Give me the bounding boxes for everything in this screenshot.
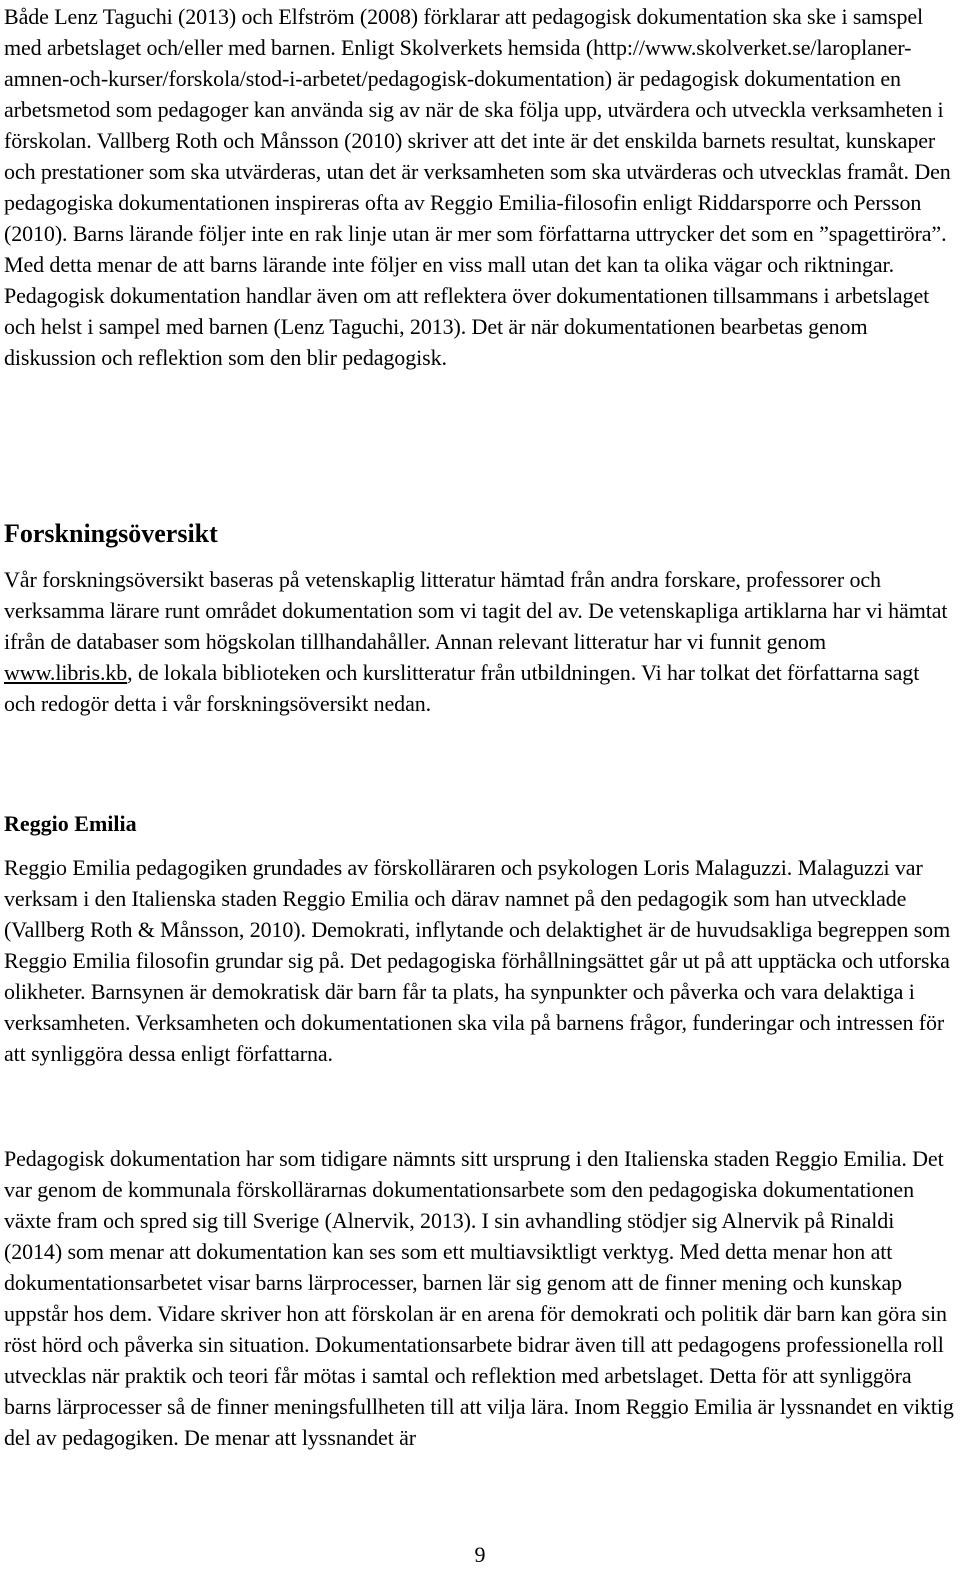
- forskning-text-after-link: , de lokala biblioteken och kurslitteratur från utbildningen. Vi har tolkat det författarna sagt och redogör detta i vår forskningsöversikt nedan.: [4, 660, 920, 716]
- libris-link[interactable]: www.libris.kb: [4, 660, 128, 685]
- subsection-heading-reggio-emilia: Reggio Emilia: [4, 811, 137, 836]
- page-number: 9: [474, 1542, 486, 1567]
- forskning-text-before-link: Vår forskningsöversikt baseras på vetenskaplig litteratur hämtad från andra forskare, professorer och verksamma lärare runt området dokumentation som vi tagit del av. De vetenskapliga artiklarna har vi hämtat ifrån de databaser som högskolan tillhandahåller. Annan relevant litteratur har vi funnit genom: [4, 567, 948, 654]
- intro-paragraph: [4, 1, 954, 373]
- reggio-paragraph-1: Reggio Emilia pedagogiken grundades av förskolläraren och psykologen Loris Malaguzzi. Malaguzzi var verksam i den Italienska staden Reggio Emilia och därav namnet på den pedagogik som han utvecklade (Vallberg Roth & Månsson, 2010). Demokrati, inflytande och delaktighet är de huvudsakliga begreppen som Reggio Emilia filosofin grundar sig på. Det pedagogiska förhållningsättet går ut på att upptäcka och utforska olikheter. Barnsynen är demokratisk där barn får ta plats, ha synpunkter och påverka och vara delaktiga i verksamheten. Verksamheten och dokumentationen ska vila på barnens frågor, funderingar och intressen för att synliggöra dessa enligt författarna.: [4, 855, 951, 1066]
- reggio-paragraph-2: Pedagogisk dokumentation har som tidigare nämnts sitt ursprung i den Italienska staden Reggio Emilia. Det var genom de kommunala förskollärarnas dokumentationsarbete som den pedagogiska dokumentationen växte fram och spred sig till Sverige (Alnervik, 2013). I sin avhandling stödjer sig Alnervik på Rinaldi (2014) som menar att dokumentation kan ses som ett multiavsiktligt verktyg. Med detta menar hon att dokumentationsarbetet visar barns lärprocesser, barnen lär sig genom att de finner mening och kunskap uppstår hos dem. Vidare skriver hon att förskolan är en arena för demokrati och politik där barn kan göra sin röst hörd och påverka sin situation. Dokumentationsarbete bidrar även till att pedagogens professionella roll utvecklas när praktik och teori får mötas i samtal och reflektion med arbetslaget. Detta för att synliggöra barns lärprocesser så de finner meningsfullheten till att vilja lära. Inom Reggio Emilia är lyssnandet en viktig del av pedagogiken. De menar att lyssnandet är: [4, 1146, 954, 1450]
- skolverket-url-link[interactable]: http://www.skolverket.se/laroplaner-amnen-och-kurser/forskola/stod-i-arbetet/pedagogisk-dokumentation: [4, 35, 912, 91]
- section-heading-forskningsoversikt: Forskningsöversikt: [4, 519, 218, 548]
- intro-text-before-url: Både Lenz Taguchi (2013) och Elfström (2008) förklarar att pedagogisk dokumentation ska ske i samspel med arbetslaget och/eller med barnen. Enligt Skolverkets hemsida (: [4, 4, 924, 60]
- forskning-paragraph: [4, 564, 954, 719]
- intro-text-after-url: ) är pedagogisk dokumentation en arbetsmetod som pedagoger kan använda sig av när de ska följa upp, utvärdera och utveckla verksamheten i förskolan. Vallberg Roth och Månsson (2010) skriver att det inte är det enskilda barnets resultat, kunskaper och prestationer som ska utvärderas, utan det är verksamheten som ska utvärderas och utvecklas framåt. Den pedagogiska dokumentationen inspireras ofta av Reggio Emilia-filosofin enligt Riddarsporre och Persson (2010). Barns lärande följer inte en rak linje utan är mer som författarna uttrycker det som en ”spagettiröra”. Med detta menar de att barns lärande inte följer en viss mall utan det kan ta olika vägar och riktningar. Pedagogisk dokumentation handlar även om att reflektera över dokumentationen tillsammans i arbetslaget och helst i sampel med barnen (Lenz Taguchi, 2013). Det är när dokumentationen bearbetas genom diskussion och reflektion som den blir pedagogisk.: [4, 66, 951, 370]
